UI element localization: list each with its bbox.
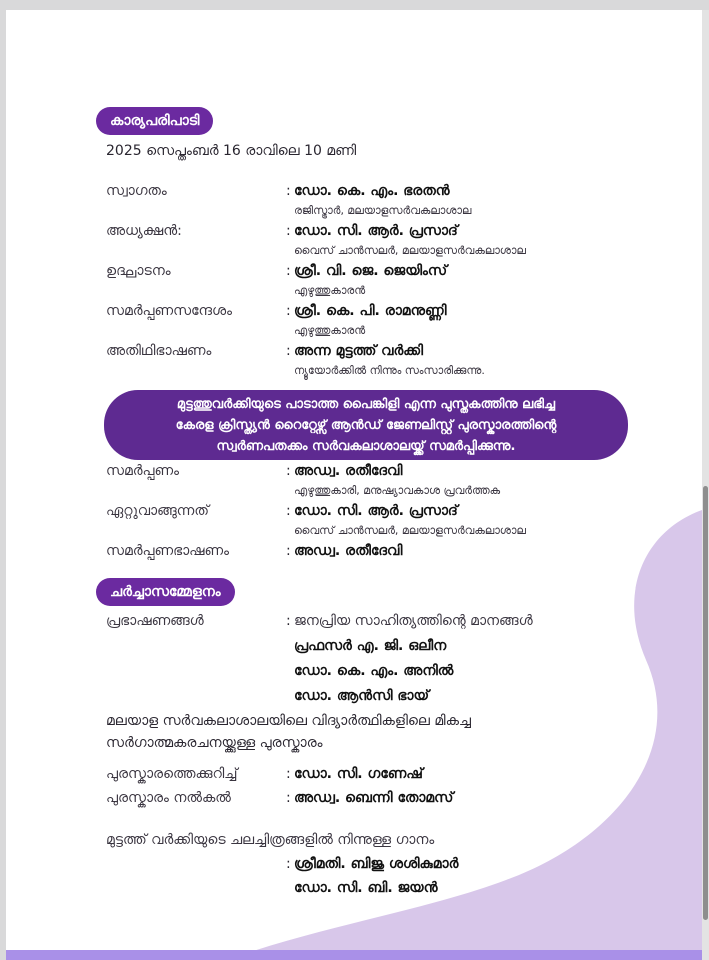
colon: : [286, 790, 291, 806]
section-title-discussion: ചർച്ചാസമ്മേളനം [96, 578, 235, 606]
colon: : [286, 183, 291, 199]
program-name: ശ്രീ. വി. ജെ. ജെയിംസ് [294, 263, 448, 279]
colon: : [286, 766, 291, 782]
program-sub: വൈസ് ചാൻസലർ, മലയാളസർവകലാശാല [294, 244, 526, 257]
program-name: ശ്രീ. കെ. പി. രാമനുണ്ണി [294, 303, 447, 319]
program-name: അഡ്വ. രതീദേവി [294, 543, 403, 559]
give-award-name: അഡ്വ. ബെന്നി തോമസ് [294, 790, 454, 806]
song-line: മുട്ടത്ത് വർക്കിയുടെ ചലച്ചിത്രങ്ങളിൽ നിന്നുള്ള ഗാനം [106, 832, 435, 848]
about-award-label: പുരസ്കാരത്തെക്കുറിച്ച് [106, 766, 238, 782]
lectures-topic: ജനപ്രിയ സാഹിത്യത്തിന്റെ മാനങ്ങൾ [294, 613, 533, 629]
award-banner [104, 390, 628, 460]
program-name: ഡോ. കെ. എം. ഭരതൻ [294, 183, 450, 199]
program-sub: രജിസ്ട്രാർ, മലയാളസർവകലാശാല [294, 204, 472, 217]
give-award-label: പുരസ്കാരം നൽകൽ [106, 790, 231, 806]
program-label: ഏറ്റുവാങ്ങുന്നത് [106, 503, 209, 519]
event-date: 2025 സെപ്തംബർ 16 രാവിലെ 10 മണി [106, 143, 357, 159]
banner-line: സ്വർണപതക്കം സർവകലാശാലയ്ക്ക് സമർപ്പിക്കുന്നു. [216, 439, 516, 454]
program-label: ഉദ്ഘാടനം [106, 263, 171, 279]
speaker-name: ഡോ. ആൻസി ഭായ് [294, 688, 430, 704]
program-name: ഡോ. സി. ആർ. പ്രസാദ് [294, 223, 458, 239]
colon: : [286, 223, 291, 239]
banner-line: കേരള ക്രിസ്ത്യൻ റൈറ്റേഴ്സ് ആൻഡ് ജേണലിസ്റ്റ് പുരസ്കാരത്തിന്റെ [175, 418, 557, 433]
colon: : [286, 463, 291, 479]
speaker-name: ഡോ. കെ. എം. അനിൽ [294, 663, 454, 679]
program-label: സമർപ്പണസന്ദേശം [106, 303, 233, 319]
section-title-program: കാര്യപരിപാടി [96, 107, 213, 135]
bottom-accent-line [6, 950, 702, 960]
program-label: അധ്യക്ഷൻ: [106, 223, 182, 239]
program-sub: എഴുത്തുകാരൻ [294, 284, 366, 297]
program-sub: എഴുത്തുകാരൻ [294, 324, 366, 337]
program-label: സമർപ്പണം [106, 463, 179, 479]
program-name: ഡോ. സി. ആർ. പ്രസാദ് [294, 503, 458, 519]
program-label: സ്വാഗതം [106, 183, 167, 199]
colon: : [286, 856, 291, 872]
colon: : [286, 343, 291, 359]
colon: : [286, 613, 291, 629]
program-label: സമർപ്പണഭാഷണം [106, 543, 229, 559]
banner-line: മുട്ടത്തുവർക്കിയുടെ പാടാത്ത പൈങ്കിളി എന്ന പുസ്തകത്തിനു ലഭിച്ച [176, 397, 556, 412]
award-description-line: സർഗാത്മകരചനയ്ക്കുള്ള പുരസ്കാരം [106, 735, 323, 751]
colon: : [286, 503, 291, 519]
award-description-line: മലയാള സർവകലാശാലയിലെ വിദ്യാർത്ഥികളിലെ മികച്ച [106, 713, 471, 729]
colon: : [286, 263, 291, 279]
scrollbar-thumb[interactable] [703, 486, 708, 920]
speaker-name: പ്രഫസർ എ. ജി. ഒലീന [294, 638, 447, 654]
program-name: അന്ന മുട്ടത്ത് വർക്കി [294, 343, 424, 359]
program-sub: എഴുത്തുകാരി, മനുഷ്യാവകാശ പ്രവർത്തക [294, 484, 501, 497]
singer-name: ശ്രീമതി. ബിജു ശശികുമാർ [294, 856, 459, 872]
program-sub: വൈസ് ചാൻസലർ, മലയാളസർവകലാശാല [294, 524, 526, 537]
about-award-name: ഡോ. സി. ഗണേഷ് [294, 766, 423, 782]
program-sub: ന്യൂയോർക്കിൽ നിന്നും സംസാരിക്കുന്നു. [294, 364, 485, 377]
program-name: അഡ്വ. രതീദേവി [294, 463, 403, 479]
program-label: അതിഥിഭാഷണം [106, 343, 212, 359]
lectures-label: പ്രഭാഷണങ്ങൾ [106, 613, 204, 629]
colon: : [286, 303, 291, 319]
colon: : [286, 543, 291, 559]
document-page [6, 10, 702, 960]
singer-name: ഡോ. സി. ബി. ജയൻ [294, 880, 438, 896]
